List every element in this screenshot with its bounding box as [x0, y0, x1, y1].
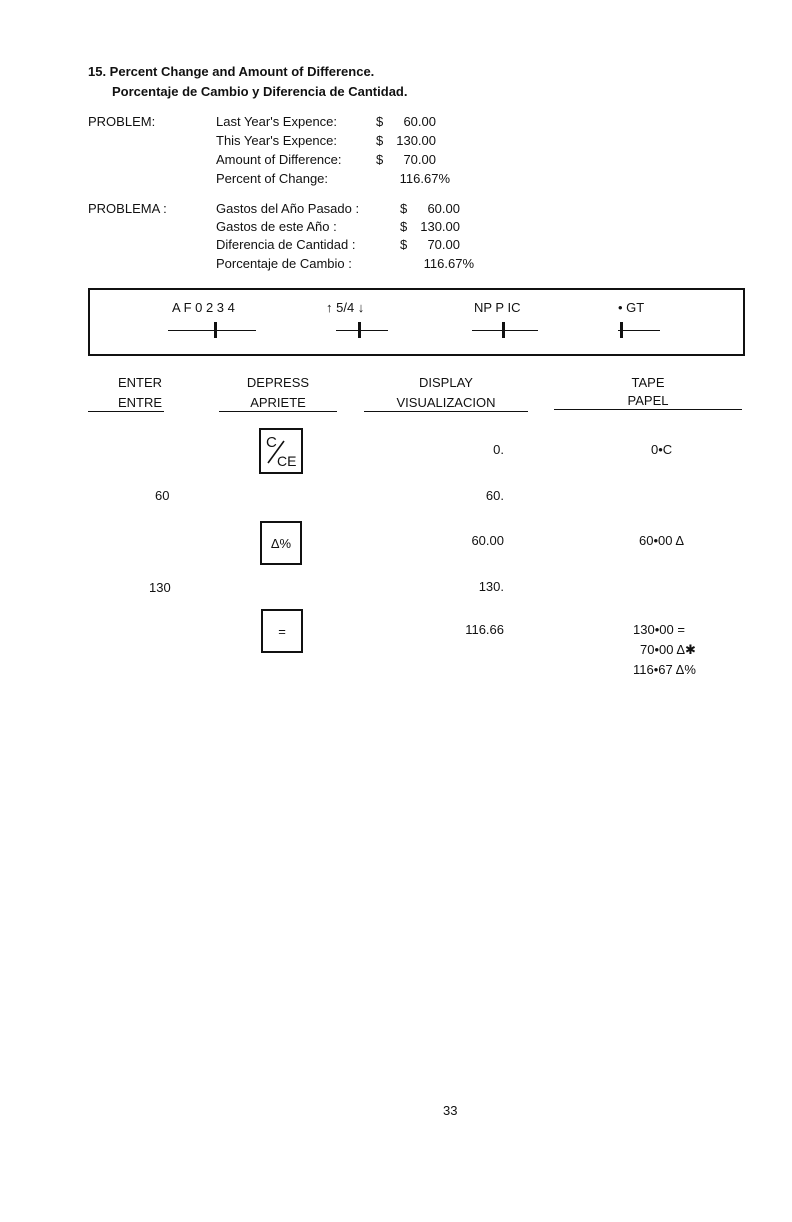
column-header-enter-es: ENTRE — [117, 395, 163, 410]
rounding-switch-track — [336, 330, 388, 331]
problem-line-label: Amount of Difference: — [216, 152, 342, 167]
delta-percent-key-label: Δ% — [270, 535, 292, 551]
gt-switch-knob — [620, 322, 623, 338]
display-value: 116.66 — [465, 622, 504, 637]
gt-switch-track — [618, 330, 660, 331]
rounding-switch-knob — [358, 322, 361, 338]
tape-entry: 70•00 Δ✱ — [640, 642, 696, 657]
problema-line-value: 130.00 — [420, 219, 460, 234]
enter-underline — [88, 411, 164, 412]
problema-line-currency: $ — [400, 219, 408, 234]
enter-value: 60 — [155, 488, 170, 503]
print-mode-switch-track — [472, 330, 538, 331]
print-mode-switch-knob — [502, 322, 505, 338]
page-number: 33 — [443, 1103, 458, 1118]
column-header-tape-es: PAPEL — [627, 393, 669, 408]
problem-line-label: Last Year's Expence: — [216, 114, 338, 129]
equals-key-label: = — [278, 623, 286, 639]
enter-value: 130 — [149, 580, 171, 595]
problem-line-currency: $ — [376, 133, 384, 148]
svg-text:CE: CE — [277, 453, 297, 469]
problem-label: PROBLEM: — [88, 114, 156, 129]
problem-line-value: 116.67% — [399, 171, 450, 186]
decimal-switch-knob — [214, 322, 217, 338]
column-header-depress: DEPRESS — [246, 375, 310, 390]
display-value: 130. — [478, 579, 504, 594]
clear-entry-key[interactable] — [259, 428, 303, 474]
problema-line-label: Porcentaje de Cambio : — [216, 256, 352, 271]
problema-line-value: 60.00 — [427, 201, 460, 216]
display-value: 0. — [493, 442, 504, 457]
problem-line-currency: $ — [376, 152, 384, 167]
gt-switch-label: • GT — [618, 300, 645, 315]
problem-line-value: 60.00 — [403, 114, 436, 129]
depress-underline — [219, 411, 337, 412]
decimal-switch-label: A F 0 2 3 4 — [172, 300, 235, 315]
column-header-display: DISPLAY — [419, 375, 473, 390]
section-title-en: 15. Percent Change and Amount of Difference. — [88, 64, 375, 79]
problema-line-value: 116.67% — [423, 256, 474, 271]
section-title-es: Porcentaje de Cambio y Diferencia de Cantidad. — [112, 84, 408, 99]
svg-text:C: C — [266, 434, 277, 451]
problema-line-label: Diferencia de Cantidad : — [216, 237, 356, 252]
print-mode-switch-label: NP P IC — [474, 300, 521, 315]
problema-line-value: 70.00 — [427, 237, 460, 252]
column-header-enter: ENTER — [117, 375, 163, 390]
column-header-depress-es: APRIETE — [250, 395, 306, 410]
problem-line-label: Percent of Change: — [216, 171, 329, 186]
problem-line-label: This Year's Expence: — [216, 133, 337, 148]
problema-line-label: Gastos del Año Pasado : — [216, 201, 360, 216]
problema-line-label: Gastos de este Año : — [216, 219, 337, 234]
display-value: 60.00 — [471, 533, 504, 548]
problema-line-currency: $ — [400, 237, 408, 252]
decimal-switch-track — [168, 330, 256, 331]
tape-entry: 116•67 Δ% — [633, 662, 696, 677]
delta-percent-key[interactable] — [260, 521, 302, 565]
rounding-switch-label: ↑ 5/4 ↓ — [326, 300, 365, 315]
clear-entry-key-face — [262, 431, 300, 471]
tape-entry: 0•C — [651, 442, 673, 457]
switch-settings-panel — [88, 288, 745, 356]
column-header-display-es: VISUALIZACION — [396, 395, 496, 410]
column-header-tape: TAPE — [631, 375, 665, 390]
equals-key[interactable] — [261, 609, 303, 653]
problema-line-currency: $ — [400, 201, 408, 216]
tape-underline — [554, 409, 742, 410]
tape-entry: 130•00 = — [633, 622, 685, 637]
problem-line-value: 70.00 — [403, 152, 436, 167]
display-value: 60. — [485, 488, 504, 503]
problema-label: PROBLEMA : — [88, 201, 167, 216]
display-underline — [364, 411, 528, 412]
problem-line-value: 130.00 — [396, 133, 436, 148]
tape-entry: 60•00 Δ — [639, 533, 685, 548]
problem-line-currency: $ — [376, 114, 384, 129]
